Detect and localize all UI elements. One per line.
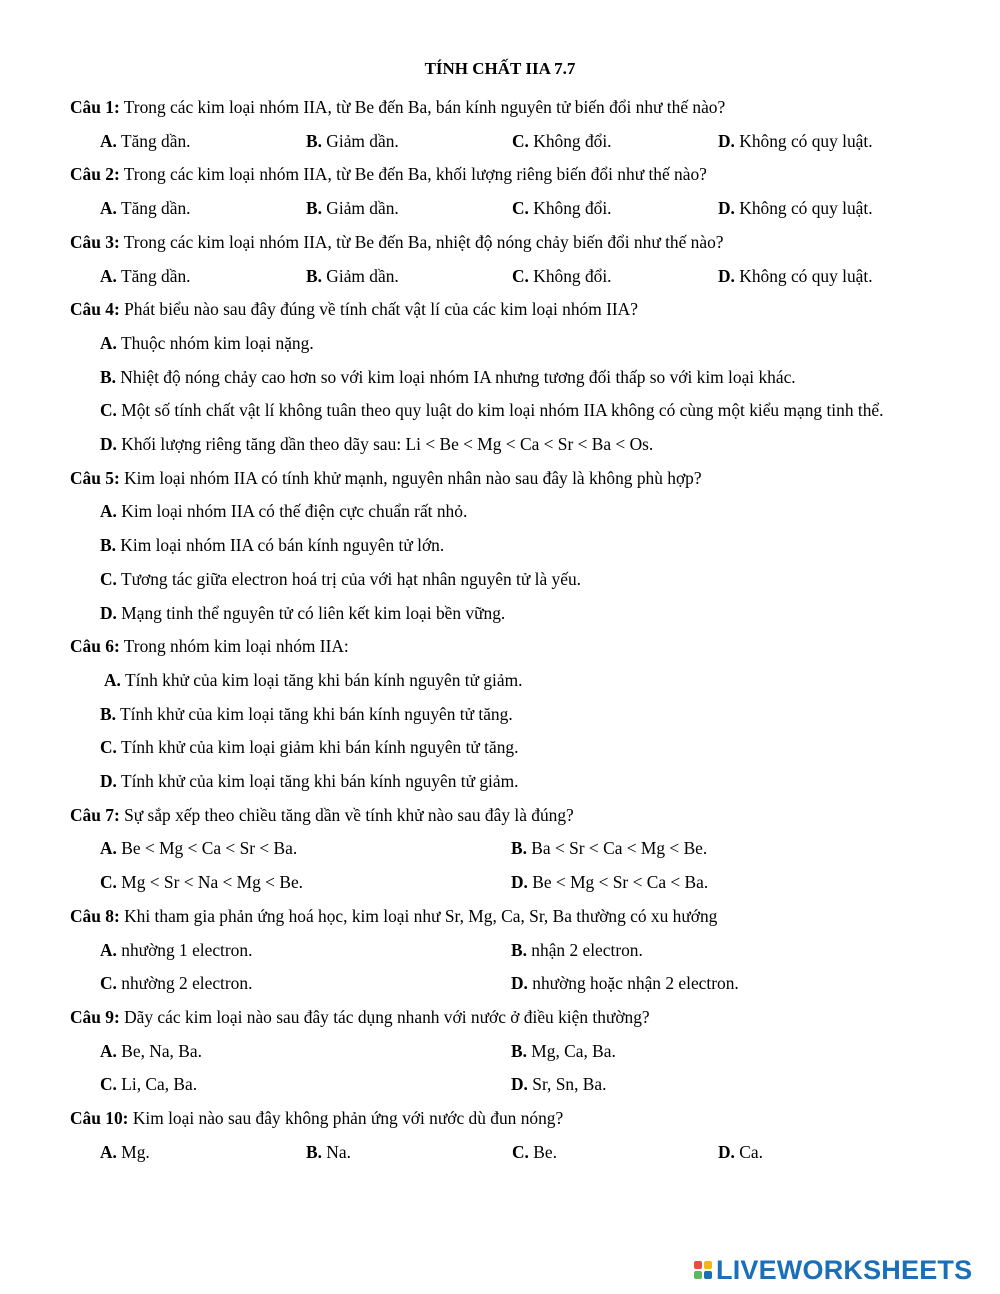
answer-options <box>70 192 950 226</box>
option-text: nhường hoặc nhận 2 electron. <box>527 973 739 994</box>
question-7 <box>70 799 950 900</box>
option-text: Na. <box>321 1141 351 1162</box>
option-text: Mg < Sr < Na < Mg < Be. <box>116 872 304 893</box>
logo-square-4 <box>704 1271 712 1279</box>
worksheet-title: TÍNH CHẤT IIA 7.7 <box>424 59 576 78</box>
option-text: Tính khử của kim loại giảm khi bán kính nguyên tử tăng. <box>116 737 519 758</box>
question-stem <box>70 462 950 496</box>
answer-options <box>70 260 950 294</box>
answer-option-d[interactable] <box>100 765 940 799</box>
option-letter: C. <box>100 737 117 758</box>
option-letter: B. <box>306 198 322 219</box>
options-row <box>100 934 950 968</box>
question-label: Câu 9: <box>70 1006 120 1027</box>
option-text: Không có quy luật. <box>734 198 873 219</box>
question-stem <box>70 1102 950 1136</box>
answer-option-b[interactable] <box>511 832 922 866</box>
answer-options <box>70 832 950 899</box>
option-text: Tính khử của kim loại tăng khi bán kính nguyên tử tăng. <box>115 703 513 724</box>
options-row <box>100 192 950 226</box>
option-letter: D. <box>511 973 528 994</box>
liveworksheets-logo <box>694 1253 994 1287</box>
option-text: Không đổi. <box>528 198 612 219</box>
option-letter: C. <box>100 973 117 994</box>
option-letter: D. <box>718 265 735 286</box>
option-letter: C. <box>100 400 117 421</box>
option-letter: A. <box>100 838 117 859</box>
options-row <box>100 967 950 1001</box>
option-letter: A. <box>100 1040 117 1061</box>
answer-option-c[interactable] <box>100 967 511 1001</box>
answer-option-c[interactable] <box>512 260 718 294</box>
answer-option-c[interactable] <box>100 866 511 900</box>
option-text: nhường 1 electron. <box>116 939 253 960</box>
option-text: Không có quy luật. <box>734 130 873 151</box>
option-letter: D. <box>511 872 528 893</box>
option-letter: A. <box>100 501 117 522</box>
question-9 <box>70 1001 950 1102</box>
option-text: Mg. <box>116 1141 150 1162</box>
option-letter: D. <box>718 130 735 151</box>
answer-option-d[interactable] <box>718 1136 924 1170</box>
answer-option-a[interactable] <box>100 1136 306 1170</box>
answer-option-b[interactable] <box>306 125 512 159</box>
answer-option-d[interactable] <box>511 967 922 1001</box>
answer-option-c[interactable] <box>512 1136 718 1170</box>
option-text: Tính khử của kim loại tăng khi bán kính nguyên tử giảm. <box>120 669 523 690</box>
question-stem <box>70 293 950 327</box>
option-letter: C. <box>100 872 117 893</box>
option-text: Không đổi. <box>528 130 612 151</box>
question-label: Câu 4: <box>70 299 120 320</box>
answer-option-a[interactable] <box>100 934 511 968</box>
liveworksheets-mark-icon <box>694 1261 712 1279</box>
answer-option-a[interactable] <box>100 260 306 294</box>
option-text: Không có quy luật. <box>734 265 873 286</box>
answer-option-d[interactable] <box>511 1068 922 1102</box>
question-3 <box>70 226 950 293</box>
question-list <box>70 91 950 1170</box>
option-text: Tính khử của kim loại tăng khi bán kính nguyên tử giảm. <box>116 771 519 792</box>
option-text: nhường 2 electron. <box>116 973 253 994</box>
answer-option-d[interactable] <box>718 260 924 294</box>
answer-option-b[interactable] <box>100 698 940 732</box>
question-text: Trong các kim loại nhóm IIA, từ Be đến Ba, bán kính nguyên tử biến đổi như thế nào? <box>119 97 726 117</box>
question-text: Dãy các kim loại nào sau đây tác dụng nhanh với nước ở điều kiện thường? <box>119 1006 650 1027</box>
answer-option-c[interactable] <box>100 1068 511 1102</box>
question-text: Phát biểu nào sau đây đúng về tính chất vật lí của các kim loại nhóm IIA? <box>119 299 638 320</box>
option-letter: D. <box>100 602 117 623</box>
answer-option-d[interactable] <box>511 866 922 900</box>
question-label: Câu 1: <box>70 97 120 117</box>
question-text: Trong các kim loại nhóm IIA, từ Be đến Ba, khối lượng riêng biến đổi như thế nào? <box>119 164 707 185</box>
option-letter: B. <box>100 535 116 556</box>
option-text: Không đổi. <box>528 265 612 286</box>
question-5 <box>70 462 950 631</box>
option-letter: B. <box>511 939 527 960</box>
answer-options <box>70 495 950 630</box>
answer-option-d[interactable] <box>718 192 924 226</box>
option-text: Thuộc nhóm kim loại nặng. <box>116 332 314 353</box>
question-label: Câu 7: <box>70 804 120 825</box>
option-letter: C. <box>512 1141 529 1162</box>
option-text: Tương tác giữa electron hoá trị của với hạt nhân nguyên tử là yếu. <box>116 568 581 589</box>
question-text: Sự sắp xếp theo chiều tăng dần về tính khử nào sau đây là đúng? <box>119 804 574 825</box>
question-stem <box>70 630 950 664</box>
answer-option-c[interactable] <box>512 125 718 159</box>
answer-option-d[interactable] <box>718 125 924 159</box>
question-label: Câu 2: <box>70 164 120 185</box>
logo-square-2 <box>704 1261 712 1269</box>
option-text: Kim loại nhóm IIA có thế điện cực chuẩn rất nhỏ. <box>116 501 468 522</box>
answer-option-d[interactable] <box>100 428 940 462</box>
option-letter: A. <box>104 669 121 690</box>
option-text: Khối lượng riêng tăng dần theo dãy sau: Li < Be < Mg < Ca < Sr < Ba < Os. <box>116 434 654 455</box>
question-text: Kim loại nào sau đây không phản ứng với nước dù đun nóng? <box>128 1108 564 1129</box>
option-letter: B. <box>306 1141 322 1162</box>
option-text: Giảm dần. <box>321 198 399 219</box>
option-letter: C. <box>100 568 117 589</box>
question-text: Khi tham gia phản ứng hoá học, kim loại như Sr, Mg, Ca, Sr, Ba thường có xu hướng <box>119 905 718 926</box>
question-text: Trong nhóm kim loại nhóm IIA: <box>119 636 349 657</box>
option-letter: B. <box>306 130 322 151</box>
option-text: Be < Mg < Ca < Sr < Ba. <box>116 838 298 859</box>
question-label: Câu 5: <box>70 467 120 488</box>
options-row <box>100 1068 950 1102</box>
option-text: Kim loại nhóm IIA có bán kính nguyên tử lớn. <box>115 535 445 556</box>
answer-option-b[interactable] <box>511 934 922 968</box>
option-letter: A. <box>100 130 117 151</box>
option-letter: D. <box>718 1141 735 1162</box>
question-stem <box>70 226 950 260</box>
answer-option-c[interactable] <box>512 192 718 226</box>
option-letter: C. <box>100 1074 117 1095</box>
question-label: Câu 3: <box>70 231 120 252</box>
question-label: Câu 6: <box>70 636 120 657</box>
options-row <box>100 1035 950 1069</box>
logo-square-3 <box>694 1271 702 1279</box>
option-letter: D. <box>100 771 117 792</box>
option-text: Ca. <box>734 1141 763 1162</box>
question-stem <box>70 799 950 833</box>
answer-option-a[interactable] <box>100 192 306 226</box>
question-1 <box>70 91 950 158</box>
option-letter: B. <box>511 838 527 859</box>
option-text: Nhiệt độ nóng chảy cao hơn so với kim loại nhóm IA nhưng tương đối thấp so với kim loại khác. <box>115 366 796 387</box>
option-letter: B. <box>100 366 116 387</box>
answer-options <box>70 1035 950 1102</box>
question-text: Trong các kim loại nhóm IIA, từ Be đến Ba, nhiệt độ nóng chảy biến đổi như thế nào? <box>119 231 724 252</box>
option-text: Be. <box>528 1141 557 1162</box>
answer-option-a[interactable] <box>100 832 511 866</box>
answer-options <box>70 664 950 799</box>
answer-options <box>70 1136 950 1170</box>
option-text: Mg, Ca, Ba. <box>526 1040 616 1061</box>
option-letter: A. <box>100 265 117 286</box>
question-stem <box>70 900 950 934</box>
option-letter: D. <box>718 198 735 219</box>
option-text: Ba < Sr < Ca < Mg < Be. <box>526 838 708 859</box>
option-letter: B. <box>100 703 116 724</box>
options-row <box>100 125 950 159</box>
options-row <box>100 260 950 294</box>
option-text: Mạng tinh thể nguyên tử có liên kết kim loại bền vững. <box>116 602 506 623</box>
answer-options <box>70 125 950 159</box>
option-letter: C. <box>512 198 529 219</box>
option-letter: D. <box>100 434 117 455</box>
answer-option-a[interactable] <box>100 495 940 529</box>
options-row <box>100 866 950 900</box>
options-row <box>100 1136 950 1170</box>
question-text: Kim loại nhóm IIA có tính khử mạnh, nguyên nhân nào sau đây là không phù hợp? <box>119 467 702 488</box>
question-label: Câu 10: <box>70 1108 129 1129</box>
option-letter: A. <box>100 1141 117 1162</box>
answer-option-b[interactable] <box>306 1136 512 1170</box>
option-text: Tăng dần. <box>116 130 191 151</box>
option-letter: D. <box>511 1074 528 1095</box>
answer-options <box>70 934 950 1001</box>
logo-square-1 <box>694 1261 702 1269</box>
option-letter: A. <box>100 939 117 960</box>
answer-option-a[interactable] <box>100 327 940 361</box>
option-text: Li, Ca, Ba. <box>116 1074 198 1095</box>
option-text: Sr, Sn, Ba. <box>527 1074 607 1095</box>
answer-option-c[interactable] <box>100 563 940 597</box>
question-label: Câu 8: <box>70 905 120 926</box>
answer-options <box>70 327 950 462</box>
question-stem <box>70 91 950 125</box>
answer-option-a[interactable] <box>100 125 306 159</box>
answer-option-a[interactable] <box>100 664 944 698</box>
answer-option-b[interactable] <box>306 192 512 226</box>
answer-option-b[interactable] <box>511 1035 922 1069</box>
logo-text: LIVEWORKSHEETS <box>716 1254 973 1285</box>
options-row <box>100 832 950 866</box>
option-letter: C. <box>512 265 529 286</box>
option-text: Một số tính chất vật lí không tuân theo quy luật do kim loại nhóm IIA không có cùng một kiểu mạng tinh thể. <box>116 400 884 421</box>
answer-option-b[interactable] <box>100 361 940 395</box>
option-text: Tăng dần. <box>116 198 191 219</box>
answer-option-a[interactable] <box>100 1035 511 1069</box>
question-10 <box>70 1102 950 1169</box>
option-text: nhận 2 electron. <box>526 939 643 960</box>
option-text: Tăng dần. <box>116 265 191 286</box>
option-text: Giảm dần. <box>321 265 399 286</box>
question-2 <box>70 158 950 225</box>
answer-option-c[interactable] <box>100 731 940 765</box>
option-letter: B. <box>306 265 322 286</box>
option-text: Be, Na, Ba. <box>116 1040 202 1061</box>
question-8 <box>70 900 950 1001</box>
question-6 <box>70 630 950 799</box>
answer-option-b[interactable] <box>100 529 940 563</box>
option-letter: A. <box>100 332 117 353</box>
answer-option-c[interactable] <box>100 394 950 428</box>
question-4 <box>70 293 950 462</box>
answer-option-b[interactable] <box>306 260 512 294</box>
option-letter: B. <box>511 1040 527 1061</box>
option-text: Giảm dần. <box>321 130 399 151</box>
answer-option-d[interactable] <box>100 597 940 631</box>
option-letter: A. <box>100 198 117 219</box>
option-text: Be < Mg < Sr < Ca < Ba. <box>527 872 709 893</box>
question-stem <box>70 1001 950 1035</box>
option-letter: C. <box>512 130 529 151</box>
question-stem <box>70 158 950 192</box>
